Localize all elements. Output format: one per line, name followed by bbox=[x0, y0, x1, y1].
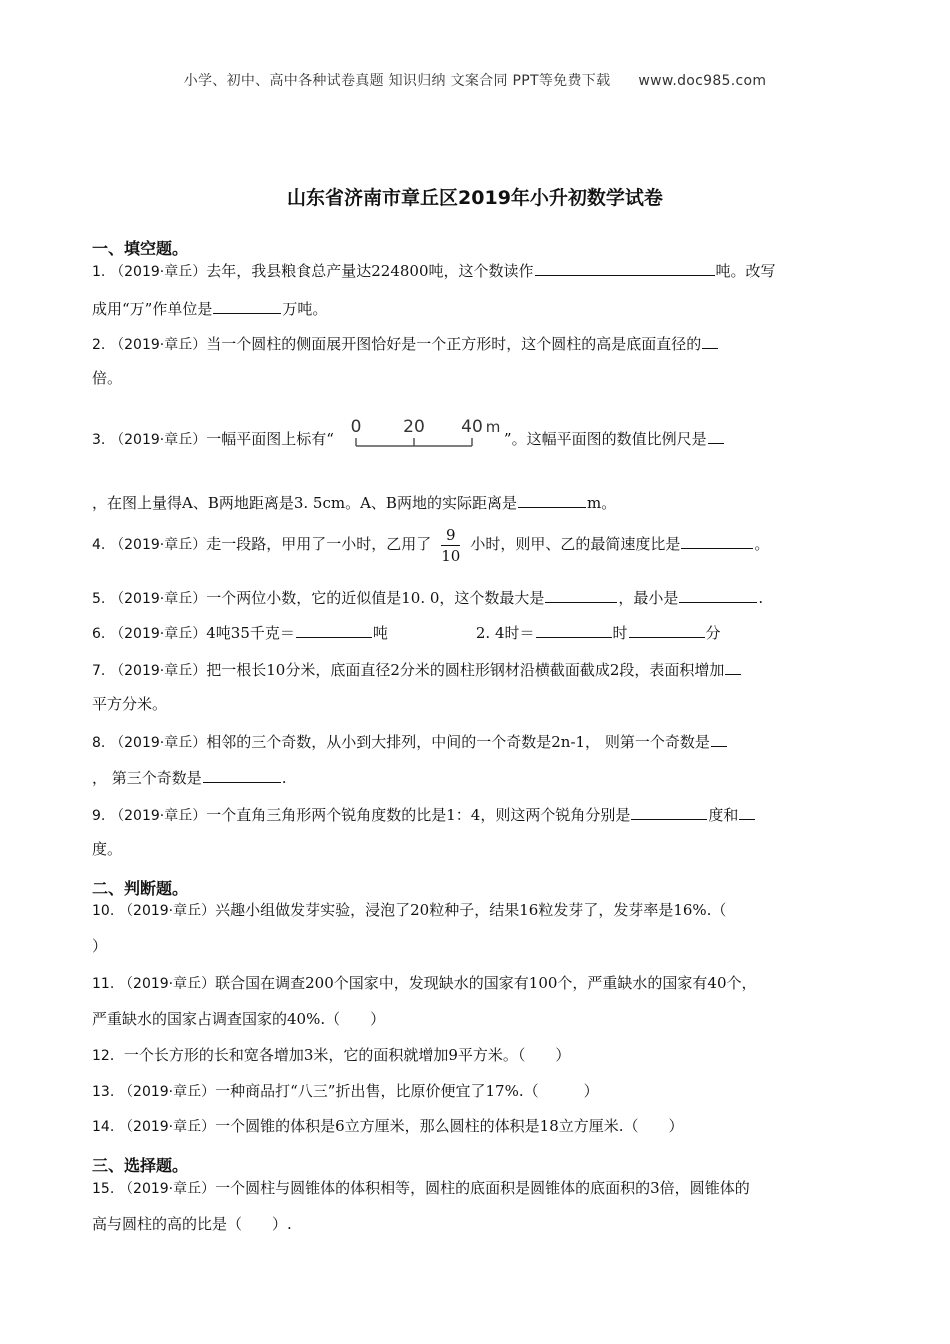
question-text: 一个两位小数，它的近似值是10. 0，这个数最大是 bbox=[206, 589, 545, 607]
question-number: 4. bbox=[92, 537, 106, 553]
question-text: 倍。 bbox=[92, 369, 123, 387]
scale-label-40: 40 bbox=[461, 417, 483, 437]
question-3-cont bbox=[92, 491, 616, 513]
answer-blank[interactable] bbox=[739, 803, 755, 820]
question-text: 一个圆柱与圆锥体的体积相等，圆柱的底面积是圆锥体的底面积的3倍，圆锥体的 bbox=[215, 1179, 750, 1197]
section-multiple-choice: 三、选择题。 bbox=[92, 1156, 189, 1175]
question-text: 万吨。 bbox=[282, 300, 328, 318]
question-text: 平方分米。 bbox=[92, 695, 168, 713]
answer-blank[interactable] bbox=[708, 427, 724, 444]
question-text: ”。这幅平面图的数值比例尺是 bbox=[503, 430, 707, 448]
question-tag: （2019·章丘） bbox=[110, 537, 207, 553]
question-text: 时 bbox=[612, 624, 628, 642]
question-15 bbox=[92, 1178, 750, 1199]
question-number: 15. bbox=[92, 1181, 115, 1197]
question-text: 度。 bbox=[92, 840, 123, 858]
question-text: 成用“万”作单位是 bbox=[92, 300, 213, 318]
question-number: 5. bbox=[92, 591, 106, 607]
question-text: 一幅平面图上标有“ bbox=[206, 430, 334, 448]
question-text: 把一根长10分米，底面直径2分米的圆柱形钢材沿横截面截成2段，表面积增加 bbox=[206, 661, 725, 679]
answer-blank[interactable] bbox=[631, 803, 707, 820]
answer-blank[interactable] bbox=[681, 532, 753, 549]
question-text: 一种商品打“八三”折出售，比原价便宜了17%.（ ） bbox=[215, 1082, 599, 1100]
question-7-cont bbox=[92, 694, 167, 714]
question-tag: （2019·章丘） bbox=[110, 808, 207, 824]
question-text: ） bbox=[92, 937, 108, 955]
question-text: 度和 bbox=[708, 806, 739, 824]
question-text: 吨。改写 bbox=[715, 262, 776, 280]
question-5 bbox=[92, 586, 763, 609]
question-tag: （2019·章丘） bbox=[119, 903, 216, 919]
question-8-cont bbox=[92, 766, 287, 788]
question-text: 一个直角三角形两个锐角度数的比是1：4，则这两个锐角分别是 bbox=[206, 806, 631, 824]
answer-blank[interactable] bbox=[296, 621, 372, 638]
question-number: 6. bbox=[92, 626, 106, 642]
question-number: 10. bbox=[92, 903, 115, 919]
question-text: ， 第三个奇数是 bbox=[92, 769, 202, 787]
answer-blank[interactable] bbox=[518, 491, 586, 508]
question-text: 相邻的三个奇数，从小到大排列，中间的一个奇数是2n-1， 则第一个奇数是 bbox=[206, 733, 710, 751]
question-tag: （2019·章丘） bbox=[110, 735, 207, 751]
question-text: 小时，则甲、乙的最简速度比是 bbox=[470, 535, 681, 553]
scale-label-20: 20 bbox=[403, 417, 425, 437]
question-text: 当一个圆柱的侧面展开图恰好是一个正方形时，这个圆柱的高是底面直径的 bbox=[206, 335, 702, 353]
answer-blank[interactable] bbox=[536, 621, 612, 638]
question-number: 14. bbox=[92, 1119, 115, 1135]
question-9 bbox=[92, 803, 756, 826]
header-url[interactable]: www.doc985.com bbox=[638, 73, 767, 89]
answer-blank[interactable] bbox=[679, 586, 757, 603]
answer-blank[interactable] bbox=[213, 297, 281, 314]
question-tag: （2019·章丘） bbox=[110, 663, 207, 679]
question-2-cont bbox=[92, 368, 122, 388]
fraction-numerator: 9 bbox=[441, 525, 460, 546]
question-number: 1. bbox=[92, 264, 106, 280]
question-3 bbox=[92, 416, 725, 463]
question-text: . bbox=[758, 589, 764, 607]
answer-blank[interactable] bbox=[725, 658, 741, 675]
question-9-cont bbox=[92, 839, 122, 859]
answer-blank[interactable] bbox=[711, 730, 727, 747]
question-number: 11. bbox=[92, 976, 115, 992]
fraction-9-10 bbox=[441, 525, 460, 566]
question-number: 3. bbox=[92, 432, 106, 448]
question-12 bbox=[92, 1045, 570, 1066]
answer-blank[interactable] bbox=[702, 332, 718, 349]
question-tag: （2019·章丘） bbox=[119, 1084, 216, 1100]
question-11 bbox=[92, 973, 757, 994]
section-fill-in: 一、填空题。 bbox=[92, 239, 189, 258]
question-1 bbox=[92, 259, 776, 282]
question-tag: （2019·章丘） bbox=[110, 432, 207, 448]
header-text: 小学、初中、高中各种试卷真题 知识归纳 文案合同 PPT等免费下载 bbox=[183, 73, 611, 89]
section-true-false: 二、判断题。 bbox=[92, 879, 189, 898]
question-text: 吨 bbox=[372, 624, 388, 642]
question-14 bbox=[92, 1116, 684, 1137]
question-2 bbox=[92, 332, 719, 355]
question-text: ，在图上量得A、B两地距离是3. 5cm。A、B两地的实际距离是 bbox=[92, 494, 517, 512]
question-text: 去年，我县粮食总产量达224800吨，这个数读作 bbox=[206, 262, 534, 280]
question-text: 一个长方形的长和宽各增加3米，它的面积就增加9平方米。（ ） bbox=[123, 1046, 571, 1064]
question-text: 分 bbox=[705, 624, 721, 642]
question-text: 。 bbox=[754, 535, 770, 553]
question-11-cont bbox=[92, 1009, 385, 1029]
question-tag: （2019·章丘） bbox=[110, 626, 207, 642]
answer-blank[interactable] bbox=[203, 766, 281, 783]
question-number: 9. bbox=[92, 808, 106, 824]
question-4 bbox=[92, 522, 769, 567]
question-text: ，最小是 bbox=[618, 589, 679, 607]
question-tag: （2019·章丘） bbox=[110, 264, 207, 280]
question-tag: （2019·章丘） bbox=[119, 1119, 216, 1135]
question-text: 严重缺水的国家占调查国家的40%.（ ） bbox=[92, 1010, 386, 1028]
question-15-cont bbox=[92, 1214, 292, 1234]
scale-label-0: 0 bbox=[350, 417, 362, 437]
question-13 bbox=[92, 1081, 599, 1102]
question-text: 2. 4时＝ bbox=[475, 624, 535, 642]
question-8 bbox=[92, 730, 728, 753]
answer-blank[interactable] bbox=[629, 621, 705, 638]
question-10-cont bbox=[92, 936, 107, 956]
scale-unit: m bbox=[485, 418, 501, 436]
answer-blank[interactable] bbox=[545, 586, 617, 603]
question-tag: （2019·章丘） bbox=[110, 591, 207, 607]
question-text: 4吨35千克＝ bbox=[206, 624, 295, 642]
question-10 bbox=[92, 900, 726, 921]
question-text: 走一段路，甲用了一小时，乙用了 bbox=[206, 535, 432, 553]
page-title: 山东省济南市章丘区2019年小升初数学试卷 bbox=[287, 187, 663, 209]
page-header bbox=[0, 70, 950, 90]
question-tag: （2019·章丘） bbox=[119, 1181, 216, 1197]
answer-blank[interactable] bbox=[535, 259, 715, 276]
scale-bar-figure bbox=[334, 417, 504, 463]
question-6 bbox=[92, 621, 721, 644]
question-number: 8. bbox=[92, 735, 106, 751]
question-number: 2. bbox=[92, 337, 106, 353]
question-number: 12． bbox=[92, 1048, 124, 1064]
question-7 bbox=[92, 658, 742, 681]
fraction-denominator: 10 bbox=[441, 546, 461, 565]
question-text: m。 bbox=[586, 494, 617, 512]
question-number: 13. bbox=[92, 1084, 115, 1100]
question-1-cont bbox=[92, 297, 327, 319]
question-tag: （2019·章丘） bbox=[119, 976, 216, 992]
question-text: . bbox=[281, 769, 287, 787]
question-tag: （2019·章丘） bbox=[110, 337, 207, 353]
question-text: 联合国在调查200个国家中，发现缺水的国家有100个，严重缺水的国家有40个， bbox=[215, 974, 757, 992]
question-text: 高与圆柱的高的比是（ ）. bbox=[92, 1215, 292, 1233]
question-text: 兴趣小组做发芽实验，浸泡了20粒种子，结果16粒发芽了，发芽率是16%.（ bbox=[215, 901, 727, 919]
question-text: 一个圆锥的体积是6立方厘米，那么圆柱的体积是18立方厘米.（ ） bbox=[215, 1117, 684, 1135]
question-number: 7. bbox=[92, 663, 106, 679]
